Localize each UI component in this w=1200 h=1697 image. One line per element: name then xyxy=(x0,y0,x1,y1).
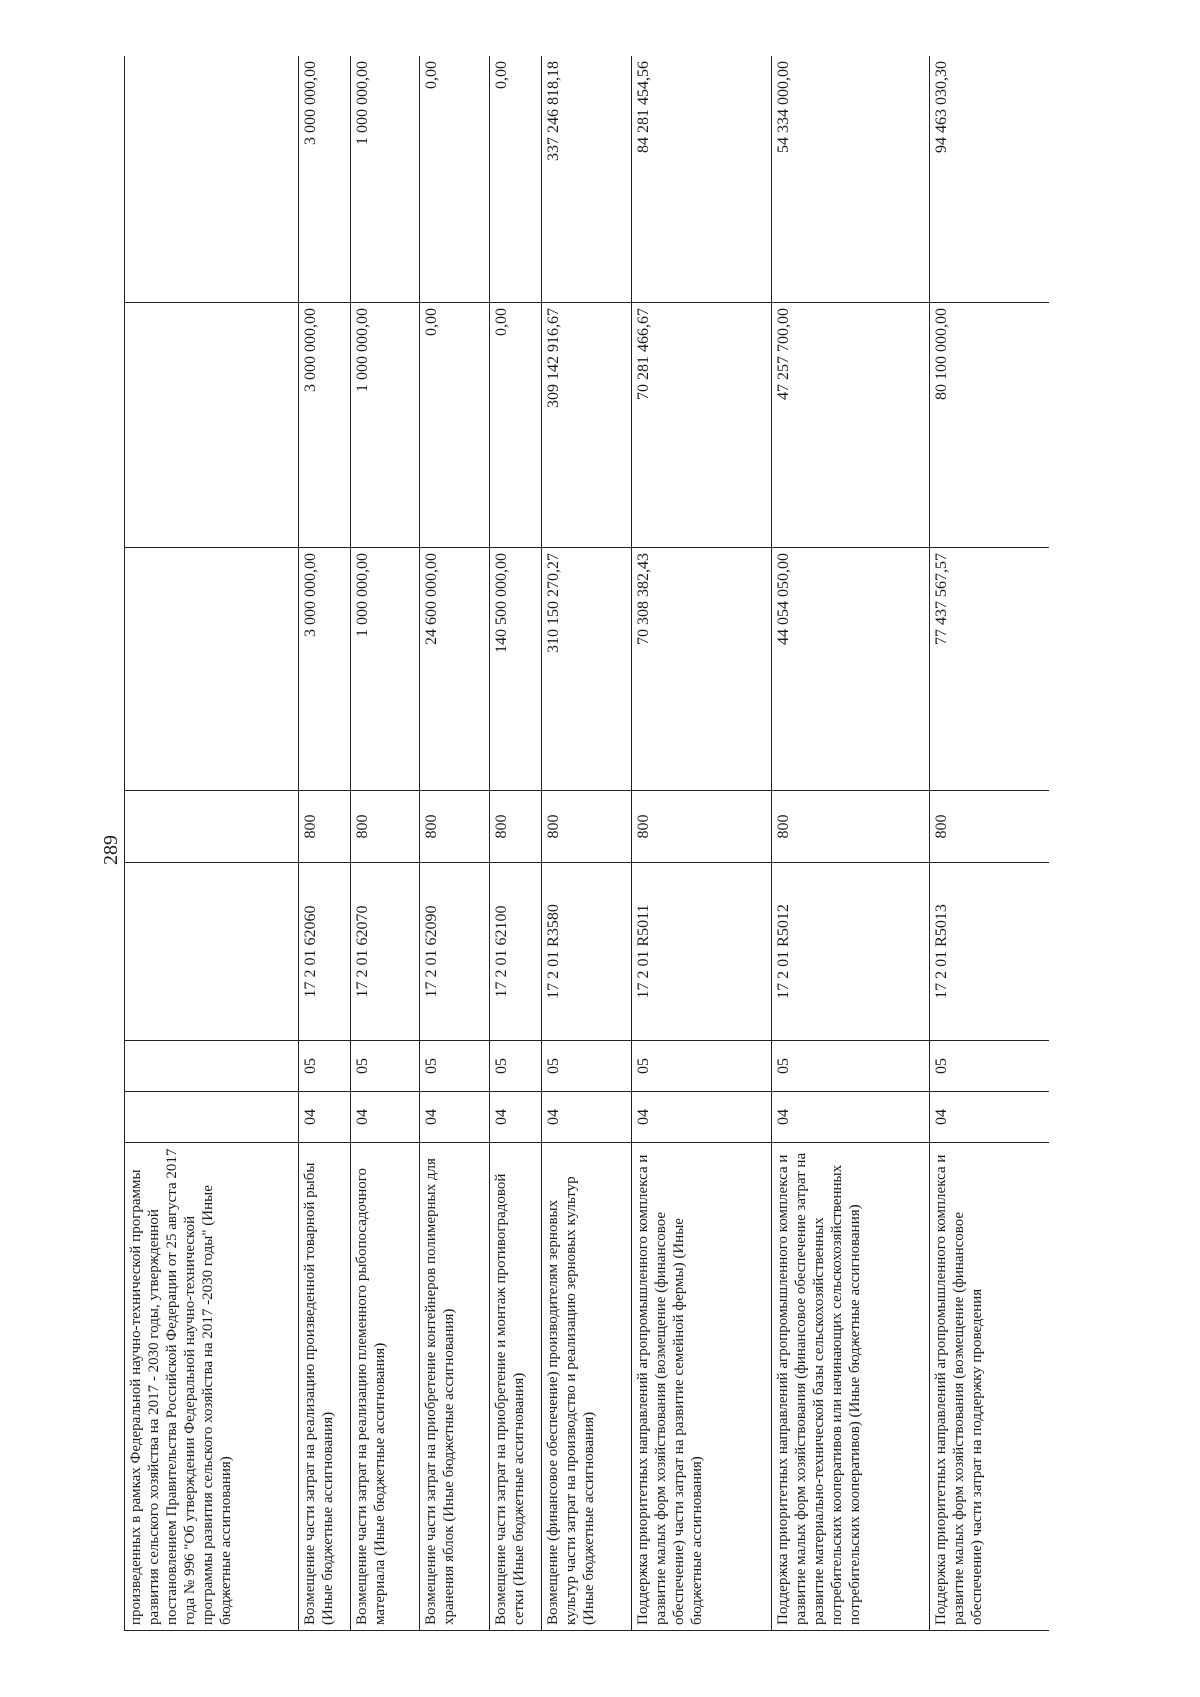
table-row xyxy=(125,56,299,1631)
row-sum-year-2: 70 281 466,67 xyxy=(632,303,772,548)
row-subsection: 05 xyxy=(632,1041,772,1092)
row-expense-type: 800 xyxy=(632,791,772,863)
row-section: 04 xyxy=(930,1092,1050,1143)
row-expense-type xyxy=(125,791,299,863)
row-section: 04 xyxy=(351,1092,420,1143)
row-name: Возмещение части затрат на реализацию племенного рыбопосадочного материала (Иные бюджетные ассигнования) xyxy=(351,1143,420,1631)
budget-table xyxy=(124,56,1049,1631)
row-section: 04 xyxy=(632,1092,772,1143)
row-sum-year-3 xyxy=(125,56,299,303)
row-expense-type: 800 xyxy=(490,791,542,863)
row-target-article: 17 2 01 62100 xyxy=(490,863,542,1041)
row-target-article: 17 2 01 62070 xyxy=(351,863,420,1041)
row-expense-type: 800 xyxy=(772,791,930,863)
row-sum-year-1: 70 308 382,43 xyxy=(632,548,772,791)
row-expense-type: 800 xyxy=(351,791,420,863)
row-subsection xyxy=(125,1041,299,1092)
row-name: Возмещение части затрат на приобретение контейнеров полимерных для хранения яблок (Иные бюджетные ассигнования) xyxy=(420,1143,490,1631)
row-sum-year-2: 80 100 000,00 xyxy=(930,303,1050,548)
row-expense-type: 800 xyxy=(420,791,490,863)
row-sum-year-2: 1 000 000,00 xyxy=(351,303,420,548)
row-sum-year-2: 0,00 xyxy=(420,303,490,548)
table-row xyxy=(490,56,542,1631)
row-target-article xyxy=(125,863,299,1041)
row-sum-year-2 xyxy=(125,303,299,548)
row-sum-year-2: 0,00 xyxy=(490,303,542,548)
row-target-article: 17 2 01 62060 xyxy=(299,863,351,1041)
row-subsection: 05 xyxy=(351,1041,420,1092)
row-sum-year-1: 3 000 000,00 xyxy=(299,548,351,791)
row-sum-year-3: 84 281 454,56 xyxy=(632,56,772,303)
row-target-article: 17 2 01 R3580 xyxy=(542,863,632,1041)
row-sum-year-3: 94 463 030,30 xyxy=(930,56,1050,303)
row-sum-year-1: 310 150 270,27 xyxy=(542,548,632,791)
row-sum-year-3: 0,00 xyxy=(490,56,542,303)
row-name: Поддержка приоритетных направлений агропромышленного комплекса и развитие малых форм хозяйствования (возмещение (финансовое обеспечение) части затрат на развитие семейной фермы) (Иные бюджетные ассигнования) xyxy=(632,1143,772,1631)
row-sum-year-3: 0,00 xyxy=(420,56,490,303)
row-sum-year-1: 140 500 000,00 xyxy=(490,548,542,791)
row-subsection: 05 xyxy=(420,1041,490,1092)
row-subsection: 05 xyxy=(542,1041,632,1092)
row-section: 04 xyxy=(420,1092,490,1143)
table-row xyxy=(632,56,772,1631)
row-name: Поддержка приоритетных направлений агропромышленного комплекса и развитие малых форм хозяйствования (финансовое обеспечение затрат на развитие материально-технической базы сельскохозяйственных потребительских кооперативов или начинающих сельскохозяйственных потребительских кооперативов) (Иные бюджетные ассигнования) xyxy=(772,1143,930,1631)
row-sum-year-1: 24 600 000,00 xyxy=(420,548,490,791)
row-target-article: 17 2 01 R5011 xyxy=(632,863,772,1041)
row-section: 04 xyxy=(772,1092,930,1143)
row-subsection: 05 xyxy=(490,1041,542,1092)
table-frame xyxy=(124,56,1049,1631)
row-section: 04 xyxy=(490,1092,542,1143)
row-sum-year-1: 44 054 050,00 xyxy=(772,548,930,791)
row-section xyxy=(125,1092,299,1143)
row-sum-year-3: 54 334 000,00 xyxy=(772,56,930,303)
row-expense-type: 800 xyxy=(930,791,1050,863)
row-sum-year-3: 337 246 818,18 xyxy=(542,56,632,303)
table-row xyxy=(420,56,490,1631)
row-sum-year-3: 3 000 000,00 xyxy=(299,56,351,303)
row-subsection: 05 xyxy=(930,1041,1050,1092)
row-name: Поддержка приоритетных направлений агропромышленного комплекса и развитие малых форм хозяйствования (возмещение (финансовое обеспечение) части затрат на поддержку проведения xyxy=(930,1143,1050,1631)
row-expense-type: 800 xyxy=(299,791,351,863)
row-sum-year-2: 309 142 916,67 xyxy=(542,303,632,548)
row-name: Возмещение части затрат на реализацию произведенной товарной рыбы (Иные бюджетные ассигнования) xyxy=(299,1143,351,1631)
row-sum-year-2: 47 257 700,00 xyxy=(772,303,930,548)
row-sum-year-1: 77 437 567,57 xyxy=(930,548,1050,791)
row-subsection: 05 xyxy=(772,1041,930,1092)
row-sum-year-3: 1 000 000,00 xyxy=(351,56,420,303)
table-row xyxy=(299,56,351,1631)
table-row xyxy=(772,56,930,1631)
table-row xyxy=(351,56,420,1631)
row-expense-type: 800 xyxy=(542,791,632,863)
row-target-article: 17 2 01 R5013 xyxy=(930,863,1050,1041)
table-row xyxy=(930,56,1050,1631)
row-name: Возмещение (финансовое обеспечение) производителям зерновых культур части затрат на производство и реализацию зерновых культур (Иные бюджетные ассигнования) xyxy=(542,1143,632,1631)
row-sum-year-1: 1 000 000,00 xyxy=(351,548,420,791)
row-sum-year-1 xyxy=(125,548,299,791)
row-section: 04 xyxy=(542,1092,632,1143)
row-section: 04 xyxy=(299,1092,351,1143)
row-name: произведенных в рамках Федеральной научно-технической программы развития сельского хозяйства на 2017 - 2030 годы, утвержденной постановлением Правительства Российской Федерации от 25 августа 2017 года № 996 "Об утверждении Федеральной научно-технической программы развития сельского хозяйства на 2017 -2030 годы" (Иные бюджетные ассигнования) xyxy=(125,1143,299,1631)
row-subsection: 05 xyxy=(299,1041,351,1092)
table-rotator xyxy=(124,56,1049,1631)
row-name: Возмещение части затрат на приобретение и монтаж противоградовой сетки (Иные бюджетные ассигнования) xyxy=(490,1143,542,1631)
table-row xyxy=(542,56,632,1631)
page-number: 289 xyxy=(100,835,122,865)
row-target-article: 17 2 01 R5012 xyxy=(772,863,930,1041)
row-target-article: 17 2 01 62090 xyxy=(420,863,490,1041)
row-sum-year-2: 3 000 000,00 xyxy=(299,303,351,548)
